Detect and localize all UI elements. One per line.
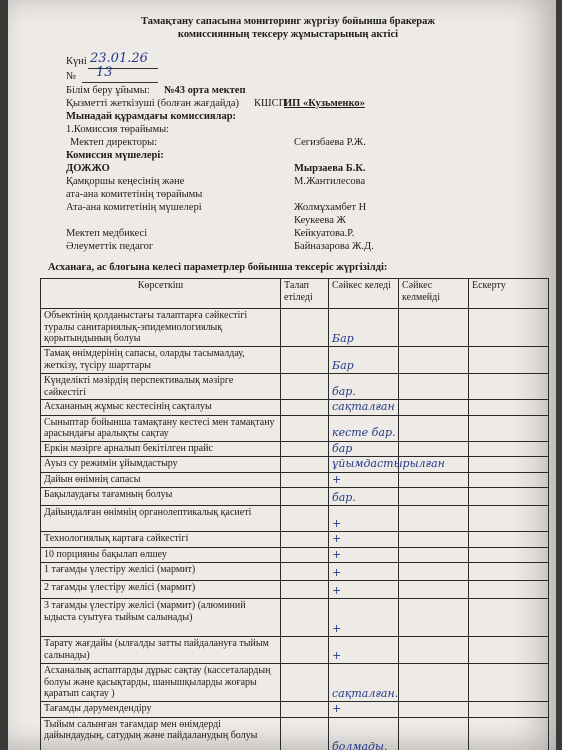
row-required-cell — [281, 532, 329, 548]
row-required-cell — [281, 472, 329, 488]
dozhzho-value: Мырзаева Б.К. — [294, 163, 366, 174]
document-page — [8, 0, 556, 750]
row-compliant-cell — [329, 581, 399, 599]
table-row — [41, 717, 549, 750]
table-row — [41, 702, 549, 718]
row-required-cell — [281, 400, 329, 416]
row-note-cell — [469, 309, 549, 347]
row-noncompliant-cell — [399, 309, 469, 347]
row-note-cell — [469, 702, 549, 718]
handwritten-mark: бар. — [332, 384, 356, 398]
row-noncompliant-cell — [399, 532, 469, 548]
row-compliant-cell — [329, 457, 445, 473]
table-row — [41, 374, 549, 400]
row-note-cell — [469, 637, 549, 664]
row-compliant-cell — [329, 309, 399, 347]
row-note-cell — [469, 717, 549, 750]
table-header-row — [41, 279, 549, 309]
row-noncompliant-cell — [399, 472, 469, 488]
row-compliant-cell — [329, 506, 399, 532]
handwritten-mark: сақталған. — [332, 686, 399, 700]
supplier-prefix: КШСП — [254, 98, 287, 109]
parents-label: Ата-ана комитетінің мүшелері — [66, 202, 202, 213]
trustee-label-1: Қамқоршы кеңесінің және — [66, 176, 185, 187]
row-label: Тағамды дәрумендендіру — [41, 702, 281, 718]
row-note-cell — [469, 581, 549, 599]
inspection-table — [40, 278, 549, 750]
handwritten-mark: + — [332, 547, 342, 561]
row-label: Күнделікті мәзірдің перспективалық мәзірге сәйкестігі — [41, 374, 281, 400]
row-label: Тамақ өнімдерінің сапасы, оларды тасымалдау, жеткізу, түсіру шарттары — [41, 347, 281, 374]
row-compliant-cell — [329, 374, 399, 400]
handwritten-mark: + — [332, 583, 342, 597]
handwritten-mark: + — [332, 472, 342, 486]
table-row — [41, 309, 549, 347]
row-compliant-cell — [329, 664, 399, 702]
nurse-value: Кейкуатова.Р. — [294, 228, 355, 239]
members-header: Комиссия мүшелері: — [66, 150, 164, 161]
row-note-cell — [469, 547, 549, 563]
school-label: Білім беру ұйымы: — [66, 85, 150, 96]
row-compliant-cell — [329, 532, 399, 548]
handwritten-mark: сақталған — [332, 400, 395, 413]
handwritten-mark: кесте бар. — [332, 426, 396, 439]
row-noncompliant-cell — [399, 563, 469, 581]
table-row — [41, 581, 549, 599]
row-compliant-cell — [329, 472, 399, 488]
handwritten-mark: Бар — [332, 358, 354, 372]
row-required-cell — [281, 415, 329, 441]
title-line-1: Тамақтану сапасына мониторинг жүргізу бойынша бракераж — [141, 16, 435, 27]
row-required-cell — [281, 563, 329, 581]
row-note-cell — [469, 472, 549, 488]
row-noncompliant-cell — [399, 415, 469, 441]
handwritten-mark: + — [332, 565, 342, 579]
table-row — [41, 599, 549, 637]
commission-header: Мынадай құрамдағы комиссиялар: — [66, 111, 237, 122]
trustee-label-2: ата-ана комитетінің төрайымы — [66, 189, 203, 200]
table-row — [41, 415, 549, 441]
row-compliant-cell — [329, 415, 399, 441]
table-row — [41, 532, 549, 548]
handwritten-mark: + — [332, 621, 342, 635]
table-row — [41, 563, 549, 581]
supplier-label: Қызметті жеткізуші (болған жағдайда) — [66, 98, 240, 109]
row-note-cell — [469, 400, 549, 416]
number-underline — [82, 82, 158, 83]
header-indicator: Көрсеткіш — [41, 279, 281, 309]
social-value: Байназарова Ж.Д. — [294, 241, 374, 252]
row-label: Тыйым салынған тағамдар мен өнімдерді дайындаудың, сатудың және пайдаланудың болуы — [41, 717, 281, 750]
date-label: Күні — [66, 56, 87, 67]
row-note-cell — [469, 415, 549, 441]
chair-label: 1.Комиссия төрайымы: — [66, 124, 170, 135]
school-value: №43 орта мектеп — [164, 85, 246, 96]
handwritten-mark: Бар — [332, 331, 354, 345]
row-label: Асхананың жұмыс кестесінің сақталуы — [41, 400, 281, 416]
row-required-cell — [281, 547, 329, 563]
row-required-cell — [281, 581, 329, 599]
row-label: 3 тағамды үлестіру желісі (мармит) (алюминий ыдыста суытуға тыйым салынады) — [41, 599, 281, 637]
row-note-cell — [469, 347, 549, 374]
parents-value-1: Жолмұхамбет Н — [294, 202, 367, 213]
row-note-cell — [469, 664, 549, 702]
row-required-cell — [281, 702, 329, 718]
director-value: Сегизбаева Р.Ж. — [294, 137, 366, 148]
row-compliant-cell — [329, 488, 399, 506]
row-required-cell — [281, 374, 329, 400]
row-note-cell — [469, 532, 549, 548]
number-label: № — [66, 71, 77, 82]
director-label: Мектеп директоры: — [70, 137, 158, 148]
row-compliant-cell — [329, 599, 399, 637]
date-value: 23.01.26 — [90, 51, 148, 66]
table-row — [41, 664, 549, 702]
row-compliant-cell — [329, 441, 399, 457]
row-noncompliant-cell — [399, 547, 469, 563]
table-row — [41, 547, 549, 563]
row-required-cell — [281, 441, 329, 457]
row-required-cell — [281, 637, 329, 664]
dozhzho-label: ДОЖЖО — [66, 163, 110, 174]
row-compliant-cell — [329, 637, 399, 664]
handwritten-mark: + — [332, 702, 342, 715]
row-label: Дайын өнімнің сапасы — [41, 472, 281, 488]
table-row — [41, 441, 549, 457]
handwritten-mark: бар. — [332, 490, 356, 504]
row-required-cell — [281, 488, 329, 506]
row-note-cell — [469, 441, 549, 457]
row-note-cell — [469, 563, 549, 581]
table-row — [41, 457, 549, 473]
handwritten-mark: бар — [332, 441, 353, 455]
handwritten-mark: + — [332, 532, 342, 545]
row-noncompliant-cell — [399, 581, 469, 599]
row-required-cell — [281, 717, 329, 750]
handwritten-mark: + — [332, 516, 342, 530]
handwritten-mark: ұйымдастырылған — [332, 457, 445, 470]
row-noncompliant-cell — [399, 702, 469, 718]
row-noncompliant-cell — [399, 506, 469, 532]
row-noncompliant-cell — [399, 664, 469, 702]
row-label: Бақылаудағы тағамның болуы — [41, 488, 281, 506]
row-label: Объектінің қолданыстағы талаптарға сәйкестігі туралы санитариялық-эпидемиологиялық қорытындының болуы — [41, 309, 281, 347]
row-label: Технологиялық картаға сәйкестігі — [41, 532, 281, 548]
header-noncompliant: Сәйкес келмейді — [399, 279, 469, 309]
row-label: 10 порцияны бақылап өлшеу — [41, 547, 281, 563]
handwritten-mark: + — [332, 648, 342, 662]
row-compliant-cell — [329, 547, 399, 563]
number-value: 13 — [96, 65, 113, 80]
row-note-cell — [469, 599, 549, 637]
table-row — [41, 637, 549, 664]
row-required-cell — [281, 347, 329, 374]
row-label: Сыныптар бойынша тамақтану кестесі мен тамақтану арасындағы аралықты сақтау — [41, 415, 281, 441]
row-label: 1 тағамды үлестіру желісі (мармит) — [41, 563, 281, 581]
header-required: Талап етіледі — [281, 279, 329, 309]
header-note: Ескерту — [469, 279, 549, 309]
nurse-label: Мектеп медбикесі — [66, 228, 148, 239]
table-row — [41, 506, 549, 532]
header-compliant: Сәйкес келеді — [329, 279, 399, 309]
row-noncompliant-cell — [399, 441, 469, 457]
row-label: Асханалық аспаптарды дұрыс сақтау (кассеталардың болуы және қасықтарды, шанышқыларды жоғары қаратып сақтау ) — [41, 664, 281, 702]
row-noncompliant-cell — [399, 488, 469, 506]
row-label: Тарату жағдайы (ылғалды затты пайдалануға тыйым салынады) — [41, 637, 281, 664]
social-label: Әлеуметтік педагог — [66, 241, 154, 252]
row-compliant-cell — [329, 702, 399, 718]
row-noncompliant-cell — [399, 637, 469, 664]
row-noncompliant-cell — [399, 717, 469, 750]
row-label: Еркін мәзірге арналып бекітілген прайс — [41, 441, 281, 457]
parents-value-2: Кеукеева Ж — [294, 215, 346, 226]
row-noncompliant-cell — [399, 347, 469, 374]
row-label: Ауыз су режимін ұйымдастыру — [41, 457, 281, 473]
table-row — [41, 400, 549, 416]
row-noncompliant-cell — [399, 400, 469, 416]
table-row — [41, 488, 549, 506]
row-required-cell — [281, 506, 329, 532]
row-required-cell — [281, 309, 329, 347]
row-compliant-cell — [329, 717, 399, 750]
row-compliant-cell — [329, 400, 399, 416]
title-line-2: комиссиянның тексеру жұмыстарының актісі — [177, 29, 399, 40]
row-compliant-cell — [329, 347, 399, 374]
row-compliant-cell — [329, 563, 399, 581]
row-label: 2 тағамды үлестіру желісі (мармит) — [41, 581, 281, 599]
inspection-text: Асханаға, ас блогына келесі параметрлер бойынша тексеріс жүргізілді: — [48, 262, 388, 273]
row-noncompliant-cell — [399, 374, 469, 400]
row-note-cell — [469, 488, 549, 506]
table-row — [41, 472, 549, 488]
row-required-cell — [281, 664, 329, 702]
row-note-cell — [469, 374, 549, 400]
row-note-cell — [469, 506, 549, 532]
row-label: Дайындалған өнімнің органолептикалық қасиеті — [41, 506, 281, 532]
table-row — [41, 347, 549, 374]
supplier-value: ИП «Кузьменко» — [284, 98, 365, 109]
row-note-cell — [469, 457, 549, 473]
handwritten-mark: болмады. — [332, 740, 388, 750]
row-noncompliant-cell — [399, 599, 469, 637]
trustee-value: М.Жантилесова — [294, 176, 366, 187]
row-required-cell — [281, 599, 329, 637]
row-required-cell — [281, 457, 329, 473]
